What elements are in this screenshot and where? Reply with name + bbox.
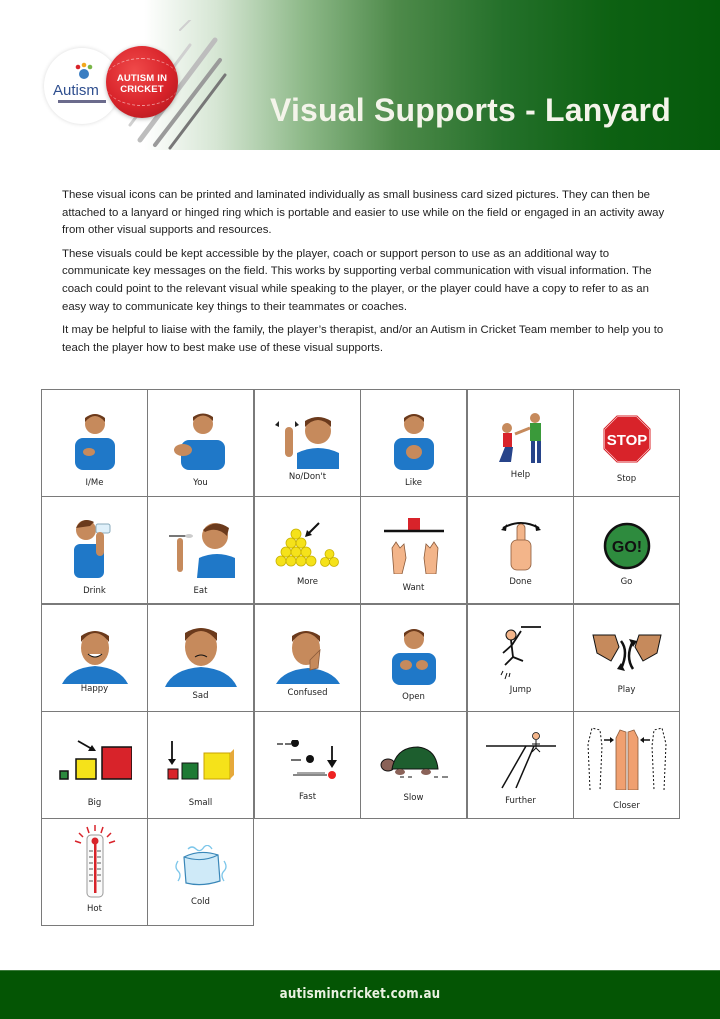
tortoise-icon — [378, 741, 450, 781]
logo-line-1: AUTISM IN — [116, 73, 168, 84]
intro-text — [62, 187, 672, 363]
card-closer — [573, 711, 680, 819]
card-more — [254, 496, 361, 604]
card-label: Play — [617, 685, 636, 695]
sad-face-icon — [163, 621, 239, 687]
page-title: Visual Supports - Lanyard — [270, 92, 671, 128]
balls-pile-icon — [275, 521, 341, 571]
autism-in-cricket-logo — [106, 46, 178, 118]
helping-people-icon — [493, 412, 549, 466]
card-label: Stop — [616, 474, 637, 484]
closer-hands-icon — [586, 724, 668, 790]
happy-face-icon — [60, 624, 130, 684]
card-label: Slow — [403, 793, 424, 803]
card-label: Closer — [613, 801, 640, 811]
person-pointing-you-icon — [169, 408, 233, 470]
small-cubes-icon — [166, 741, 236, 781]
card-label: Confused — [287, 688, 328, 698]
person-pointing-self-icon — [65, 408, 125, 470]
card-go — [573, 496, 680, 604]
finger-wag-icon — [273, 409, 343, 469]
open-hands-icon — [386, 623, 442, 685]
card-jump — [467, 604, 574, 712]
intro-paragraph-1: These visual icons can be printed and laminated individually as small business card sized pictures. They can then be attached to a lanyard or hinged ring which is portable and easier to use while on the field or engaged in an activity away from other visual supports and resources. — [62, 189, 665, 237]
play-hands-icon — [591, 631, 663, 677]
card-further — [467, 711, 574, 819]
card-label: I/Me — [85, 478, 104, 488]
card-you — [147, 389, 254, 497]
card-sad — [147, 604, 254, 712]
svg-text:STOP: STOP — [606, 432, 647, 449]
ice-cube-icon — [174, 845, 228, 891]
card-big — [41, 711, 148, 819]
thumbs-up-icon — [501, 518, 541, 574]
card-drink — [41, 496, 148, 604]
people-icon — [74, 62, 94, 80]
card-confused — [254, 604, 361, 712]
website-url[interactable]: autismincricket.com.au — [279, 986, 441, 1002]
card-label: Happy — [80, 684, 109, 694]
card-hot — [41, 818, 148, 926]
card-label: Cold — [191, 897, 210, 907]
card-label: Small — [188, 798, 213, 808]
intro-paragraph-3: It may be helpful to liaise with the family, the player’s therapist, and/or an Autism in Cricket Team member to help you to teach the player how to best make use of these visual supports. — [62, 324, 664, 354]
go-circle-icon — [603, 522, 651, 570]
card-label: Help — [510, 470, 531, 480]
fast-dots-icon — [275, 740, 341, 782]
card-label: Sad — [192, 691, 209, 701]
card-cold — [147, 818, 254, 926]
logo-line-2: CRICKET — [120, 84, 164, 95]
autism-logo-subtitle — [58, 100, 106, 103]
card-eat — [147, 496, 254, 604]
page-header — [0, 0, 720, 150]
person-eating-icon — [165, 514, 237, 578]
autism-logo-text: Autism — [53, 82, 99, 99]
card-label: Fast — [298, 792, 317, 802]
card-fast — [254, 711, 361, 819]
card-label: Go — [620, 577, 633, 587]
stick-figure-jumping-icon — [499, 625, 543, 683]
confused-face-icon — [274, 624, 342, 684]
card-label: Done — [509, 577, 532, 587]
card-label: Jump — [509, 685, 532, 695]
stop-sign-icon — [603, 415, 651, 463]
card-help — [467, 389, 574, 497]
card-open — [360, 604, 467, 712]
card-label: Like — [405, 478, 422, 488]
card-label: Hot — [87, 904, 102, 914]
card-slow — [360, 711, 467, 819]
card-stop — [573, 389, 680, 497]
card-label: Big — [87, 798, 102, 808]
card-i-me — [41, 389, 148, 497]
card-no-dont — [254, 389, 361, 497]
card-happy — [41, 604, 148, 712]
card-label: Further — [505, 796, 536, 806]
card-small — [147, 711, 254, 819]
page-footer — [0, 970, 720, 1019]
card-label: No/Don't — [288, 472, 327, 482]
card-label: Want — [402, 583, 425, 593]
person-drinking-icon — [70, 514, 120, 578]
further-path-icon — [484, 732, 558, 790]
svg-text:GO!: GO! — [611, 539, 642, 556]
thermometer-icon — [73, 825, 117, 899]
big-squares-icon — [58, 739, 132, 783]
card-like — [360, 389, 467, 497]
card-label: Drink — [83, 586, 106, 596]
hands-reaching-icon — [382, 518, 446, 574]
card-done — [467, 496, 574, 604]
card-play — [573, 604, 680, 712]
card-label: More — [296, 577, 319, 587]
card-want — [360, 496, 467, 604]
card-label: Eat — [193, 586, 208, 596]
intro-paragraph-2: These visuals could be kept accessible by the player, coach or support person to use as an additional way to communicate key messages on the field. This works by supporting verbal communication with visual information. The coach could point to the relevant visual while speaking to the player, or the player could have a copy to refer to as an easy way to communicate key things to their teammates or coaches. — [62, 247, 652, 313]
card-label: You — [193, 478, 208, 488]
card-label: Open — [402, 692, 425, 702]
hands-on-chest-icon — [384, 408, 444, 470]
